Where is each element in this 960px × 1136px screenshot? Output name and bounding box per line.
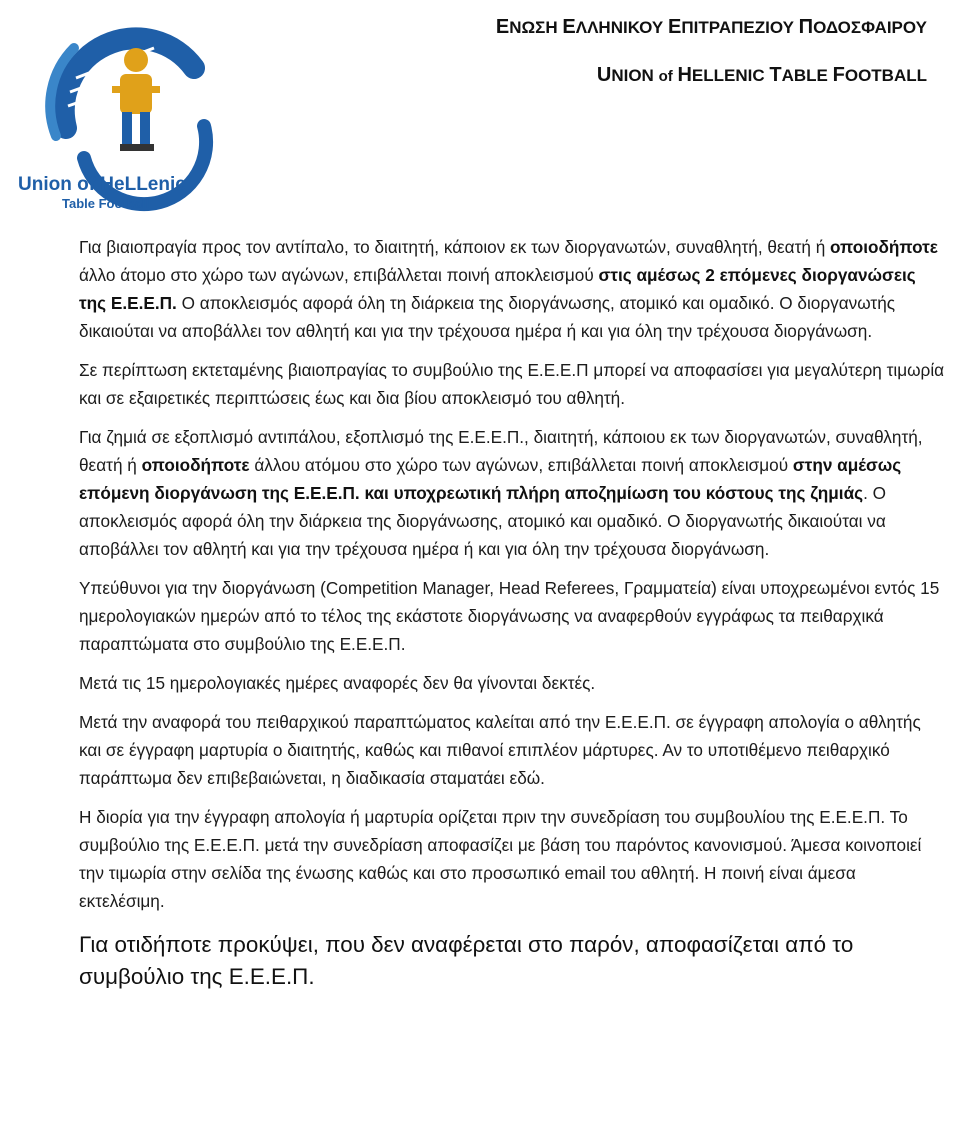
text-run: . Ο αποκλεισμός αφορά όλη την διάρκεια της διοργάνωσης, ατομικό και ομαδικό. Ο διοργανωτής δικαιούται να αποβάλλει τον αθλητή και για την τρέχουσα ημέρα ή και για όλη την τρέχουσα διοργάνωση. [79, 483, 886, 559]
text-run: Για βιαιοπραγία προς τον αντίπαλο, το διαιτητή, κάποιον εκ των διοργανωτών, συναθλητή, θεατή ή [79, 237, 831, 257]
bold-text-run: στην αμέσως επόμενη διοργάνωση της Ε.Ε.Ε.Π. και υποχρεωτική πλήρη αποζημίωση του κόστους της ζημιάς [79, 455, 902, 503]
union-logo [4, 8, 230, 230]
logo-text-line2: Table Football [62, 196, 150, 211]
paragraph [79, 708, 945, 792]
text-run: άλλο άτομο στο χώρο των αγώνων, επιβάλλεται ποινή αποκλεισμού [79, 265, 599, 285]
paragraph [79, 669, 945, 697]
paragraph [79, 803, 945, 915]
document-body [79, 233, 945, 1004]
paragraph [79, 233, 945, 345]
header-english-title: UNION of HELLENIC TABLE FOOTBALL [596, 64, 927, 86]
paragraph [79, 423, 945, 563]
text-run: Σε περίπτωση εκτεταμένης βιαιοπραγίας το συμβούλιο της Ε.Ε.Ε.Π μπορεί να αποφασίσει για μεγαλύτερη τιμωρία και σε εξαιρετικές περιπτώσεις έως και δια βίου αποκλεισμό του αθλητή. [79, 360, 945, 408]
bold-text-run: οποιοδήποτε [830, 237, 938, 257]
bold-text-run: οποιοδήποτε [141, 455, 250, 475]
paragraph [79, 574, 945, 658]
closing-paragraph: Για οτιδήποτε προκύψει, που δεν αναφέρεται στο παρόν, αποφασίζεται από το συμβούλιο της Ε.Ε.Ε.Π. [79, 932, 854, 989]
text-run: Μετά τις 15 ημερολογιακές ημέρες αναφορές δεν θα γίνονται δεκτές. [79, 673, 596, 693]
paragraph [79, 356, 945, 412]
text-run: Υπεύθυνοι για την διοργάνωση (Competition Manager, Head Referees, Γραμματεία) είναι υποχρεωμένοι εντός 15 ημερολογιακών ημερών από το τέλος της εκάστοτε διοργάνωσης να αναφερθούν εγγράφως τα πειθαρχικά παραπτώματα στο συμβούλιο της Ε.Ε.Ε.Π. [79, 578, 940, 654]
bold-text-run: στις αμέσως 2 επόμενες διοργανώσεις της Ε.Ε.Ε.Π. [79, 265, 916, 313]
header-greek-title: ΕΝΩΣΗ ΕΛΛΗΝΙΚΟΥ ΕΠΙΤΡΑΠΕΖΙΟΥ ΠΟΔΟΣΦΑΙΡΟΥ [495, 16, 927, 38]
text-run: άλλου ατόμου στο χώρο των αγώνων, επιβάλλεται ποινή αποκλεισμού [249, 455, 793, 475]
text-run: Μετά την αναφορά του πειθαρχικού παραπτώματος καλείται από την Ε.Ε.Ε.Π. σε έγγραφη απολογία ο αθλητής και σε έγγραφη μαρτυρία ο διαιτητής, καθώς και πιθανοί επιπλέον μάρτυρες. Αν το υποτιθέμενο πειθαρχικό παράπτωμα δεν επιβεβαιώνεται, η διαδικασία σταματάει εδώ. [79, 712, 921, 788]
text-run: Ο αποκλεισμός αφορά όλη τη διάρκεια της διοργάνωσης, ατομικό και ομαδικό. Ο διοργανωτής δικαιούται να αποβάλλει τον αθλητή και για την τρέχουσα ημέρα ή και για όλη την τρέχουσα διοργάνωση. [79, 293, 896, 341]
logo-emblem-icon [4, 8, 230, 230]
text-run: Η διορία για την έγγραφη απολογία ή μαρτυρία ορίζεται πριν την συνεδρίαση του συμβουλίου της Ε.Ε.Ε.Π. Το συμβούλιο της Ε.Ε.Ε.Π. μετά την συνεδρίαση αποφασίζει με βάση του παρόντος κανονισμού. Άμεσα κοινοποιεί την τιμωρία στην σελίδα της ένωσης καθώς και στο προσωπικό email του αθλητή. Η ποινή είναι άμεσα εκτελέσιμη. [79, 807, 922, 911]
text-run: Για ζημιά σε εξοπλισμό αντιπάλου, εξοπλισμό της Ε.Ε.Ε.Π., διαιτητή, κάποιου εκ των διοργανωτών, συναθλητή, θεατή ή [79, 427, 923, 475]
logo-text-line1: Union of HeLLenic [18, 174, 186, 195]
